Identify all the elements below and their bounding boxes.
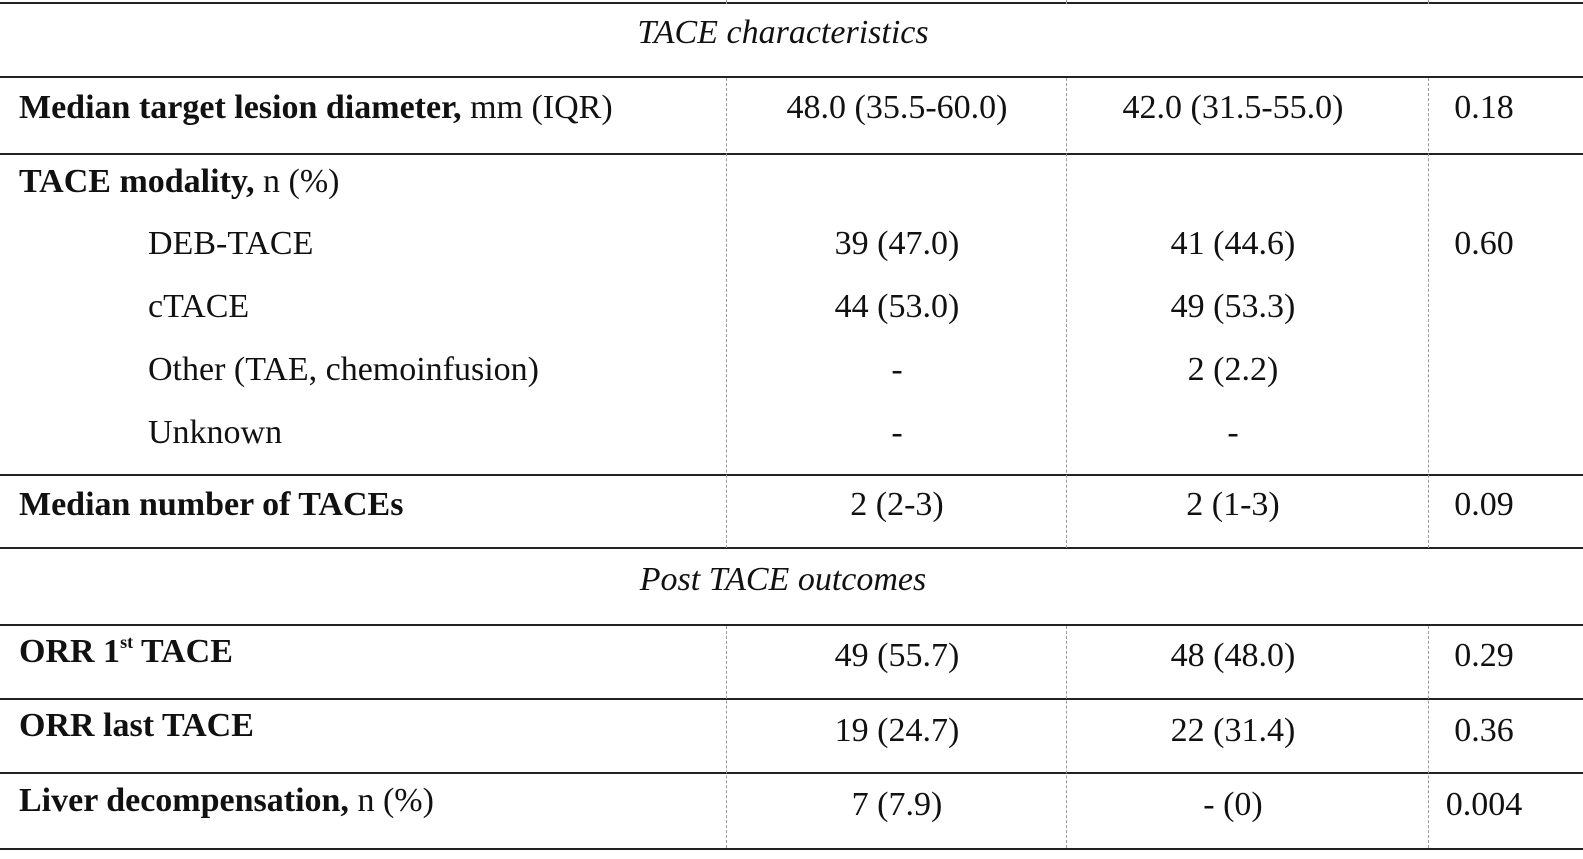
row-label-orr-last: ORR last TACE — [19, 707, 254, 744]
cell-number-col2: 2 (1-3) — [1186, 486, 1280, 523]
cell-number-col1: 2 (2-3) — [850, 486, 944, 523]
cell-diameter-col2: 42.0 (31.5-55.0) — [1122, 89, 1344, 126]
rule-bottom — [0, 848, 1583, 850]
cell-orr-last-p: 0.36 — [1454, 712, 1514, 749]
col-separator — [1066, 626, 1067, 848]
row-label-modality-bold: TACE modality, — [19, 163, 255, 200]
section-title-post-tace-outcomes: Post TACE outcomes — [639, 561, 927, 598]
rule-after-section-1 — [0, 76, 1583, 78]
cell-other-col1: - — [891, 351, 903, 388]
cell-orr-first-col2: 48 (48.0) — [1170, 637, 1296, 674]
col-separator — [726, 626, 727, 848]
col-separator-stub — [1428, 0, 1429, 4]
cell-decomp-col2: - (0) — [1203, 786, 1263, 823]
section-title-tace-characteristics: TACE characteristics — [637, 14, 929, 51]
row-label-decomp-unit: n (%) — [348, 782, 434, 819]
row-label-decomp-bold: Liver decompensation, — [19, 782, 349, 819]
row-label-orr-first-post: TACE — [133, 633, 233, 670]
rule-after-orr-first — [0, 698, 1583, 700]
cell-ctace-col1: 44 (53.0) — [834, 288, 960, 325]
row-label-diameter — [19, 88, 613, 128]
rule-after-modality — [0, 474, 1583, 476]
rule-after-section-2 — [0, 624, 1583, 626]
cell-orr-last-col2: 22 (31.4) — [1170, 712, 1296, 749]
row-label-decomp — [19, 781, 434, 821]
row-label-orr-first — [19, 632, 233, 672]
cell-unknown-col1: - — [891, 414, 903, 451]
col-separator — [1428, 78, 1429, 548]
row-label-orr-first-sup: st — [120, 631, 134, 652]
col-separator-stub — [726, 0, 727, 4]
rule-after-number — [0, 547, 1583, 549]
cell-ctace-col2: 49 (53.3) — [1170, 288, 1296, 325]
cell-other-col2: 2 (2.2) — [1187, 351, 1279, 388]
col-separator — [1066, 78, 1067, 548]
row-label-modality — [19, 162, 339, 202]
row-label-modality-unit: n (%) — [254, 163, 340, 200]
subrow-label-unknown: Unknown — [148, 414, 283, 451]
cell-modality-p: 0.60 — [1454, 225, 1514, 262]
subrow-label-other: Other (TAE, chemoinfusion) — [148, 351, 539, 388]
cell-orr-first-col1: 49 (55.7) — [834, 637, 960, 674]
row-label-diameter-unit: mm (IQR) — [461, 89, 613, 126]
col-separator — [1428, 626, 1429, 848]
cell-deb-tace-col1: 39 (47.0) — [834, 225, 960, 262]
cell-orr-first-p: 0.29 — [1454, 637, 1514, 674]
cell-decomp-p: 0.004 — [1445, 786, 1523, 823]
cell-diameter-col1: 48.0 (35.5-60.0) — [786, 89, 1008, 126]
row-label-orr-first-pre: ORR 1 — [19, 633, 121, 670]
subrow-label-deb-tace: DEB-TACE — [148, 225, 314, 262]
rule-after-orr-last — [0, 772, 1583, 774]
cell-orr-last-col1: 19 (24.7) — [834, 712, 960, 749]
cell-unknown-col2: - — [1227, 414, 1239, 451]
cell-diameter-p: 0.18 — [1454, 89, 1514, 126]
cell-deb-tace-col2: 41 (44.6) — [1170, 225, 1296, 262]
rule-after-diameter — [0, 153, 1583, 155]
cell-number-p: 0.09 — [1454, 486, 1514, 523]
subrow-label-ctace: cTACE — [148, 288, 250, 325]
col-separator-stub — [1066, 0, 1067, 4]
col-separator — [726, 78, 727, 548]
row-label-number: Median number of TACEs — [19, 486, 404, 523]
rule-top — [0, 2, 1583, 4]
row-label-diameter-bold: Median target lesion diameter, — [19, 89, 462, 126]
cell-decomp-col1: 7 (7.9) — [851, 786, 943, 823]
